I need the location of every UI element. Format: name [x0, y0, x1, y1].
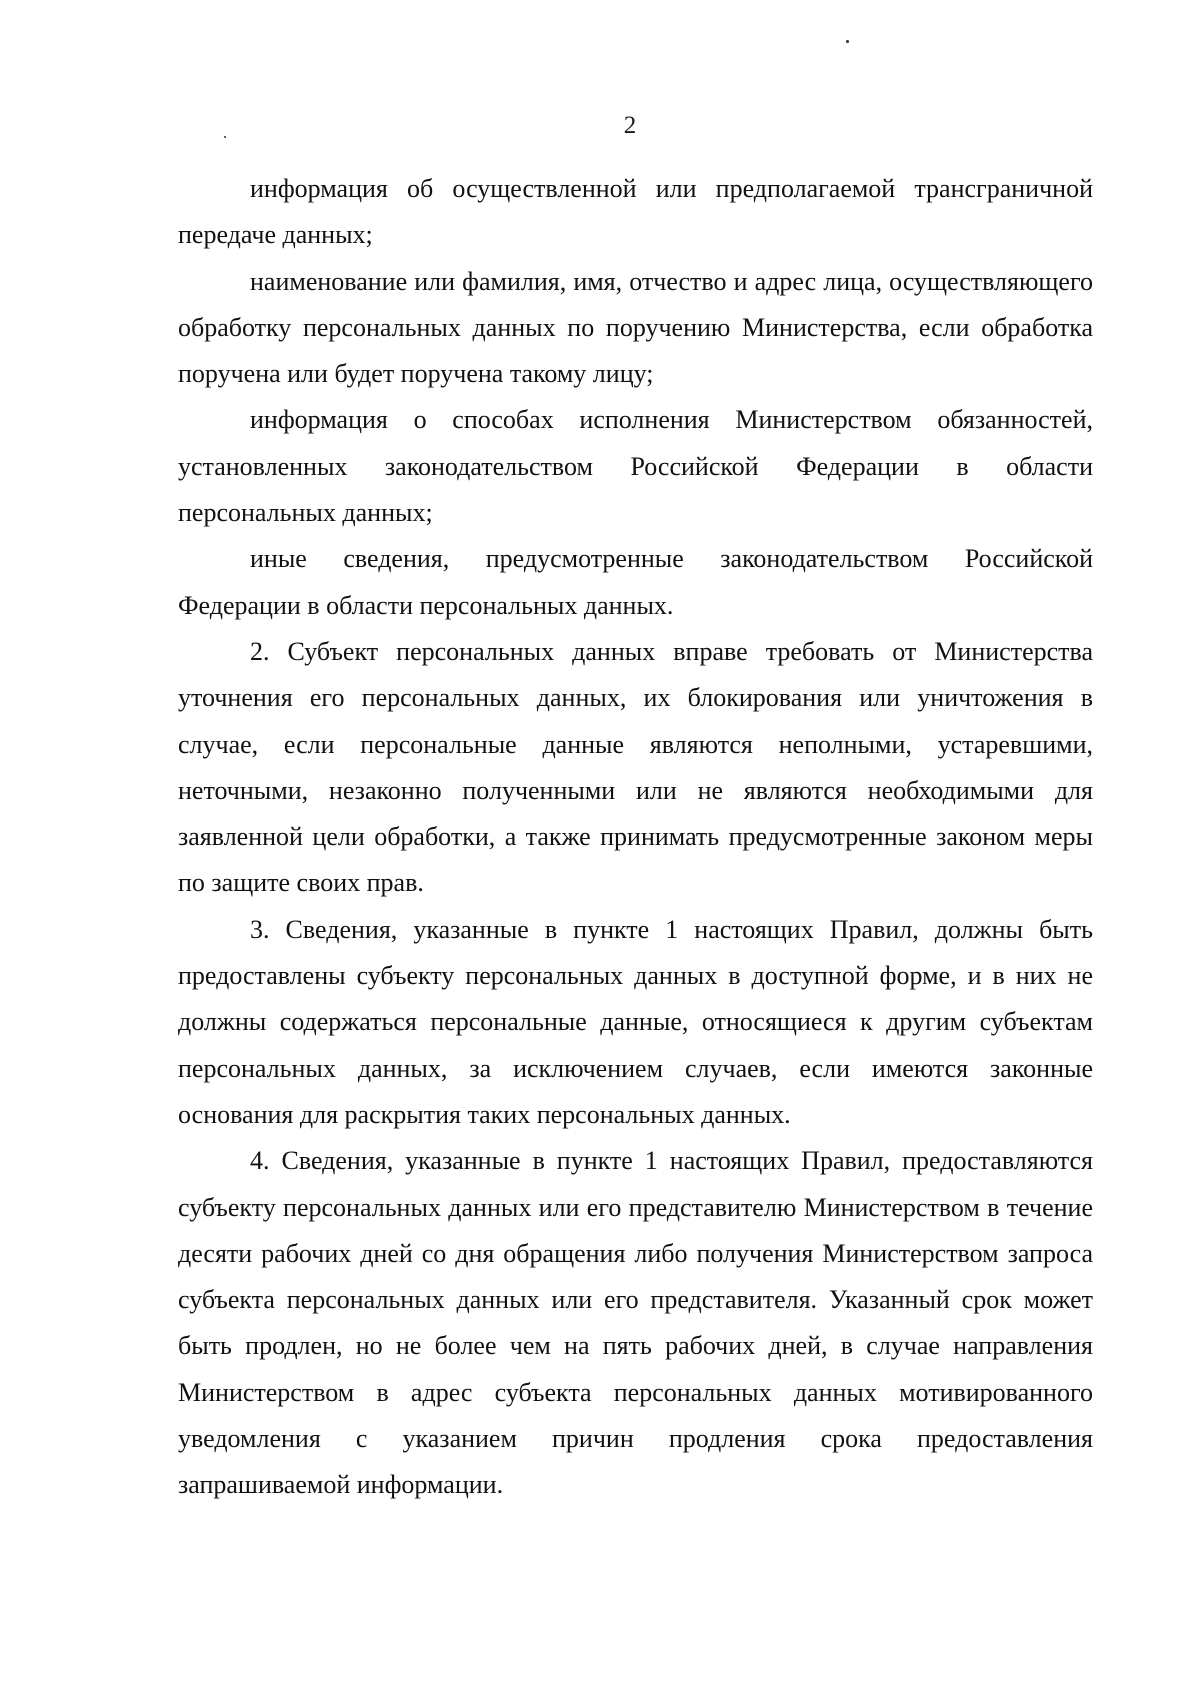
- paragraph-processor-name: наименование или фамилия, имя, отчество и адрес лица, осуществляющего обработку персональных данных по поручению Министерства, если обработка поручена или будет поручена такому лицу;: [178, 266, 1093, 389]
- paragraph-cross-border-transfer: информация об осуществленной или предполагаемой трансграничной передаче данных;: [178, 174, 1093, 250]
- paragraph-ministry-obligations: информация о способах исполнения Министерством обязанностей, установленных законодательством Российской Федерации в области персональных данных;: [178, 405, 1093, 528]
- paragraph-section-3: 3. Сведения, указанные в пункте 1 настоящих Правил, должны быть предоставлены субъекту персональных данных в доступной форме, и в них не должны содержаться персональные данные, относящиеся к другим субъектам персональных данных, за исключением случаев, если имеются законные основания для раскрытия таких персональных данных.: [178, 914, 1093, 1129]
- scan-speck: [846, 40, 849, 43]
- paragraph-section-4: 4. Сведения, указанные в пункте 1 настоящих Правил, предоставляются субъекту персональных данных или его представителю Министерством в течение десяти рабочих дней со дня обращения либо получения Министерством запроса субъекта персональных данных или его представителя. Указанный срок может быть продлен, но не более чем на пять рабочих дней, в случае направления Министерством в адрес субъекта персональных данных мотивированного уведомления с указанием причин продления срока предоставления запрашиваемой информации.: [178, 1146, 1093, 1500]
- paragraph-section-2: 2. Субъект персональных данных вправе требовать от Министерства уточнения его персональных данных, их блокирования или уничтожения в случае, если персональные данные являются неполными, устаревшими, неточными, незаконно полученными или не являются необходимыми для заявленной цели обработки, а также принимать предусмотренные законом меры по защите своих прав.: [178, 636, 1093, 898]
- paragraph-other-info: иные сведения, предусмотренные законодательством Российской Федерации в области персональных данных.: [178, 544, 1093, 620]
- page-number: 2: [623, 112, 637, 139]
- document-body: [178, 166, 1093, 1509]
